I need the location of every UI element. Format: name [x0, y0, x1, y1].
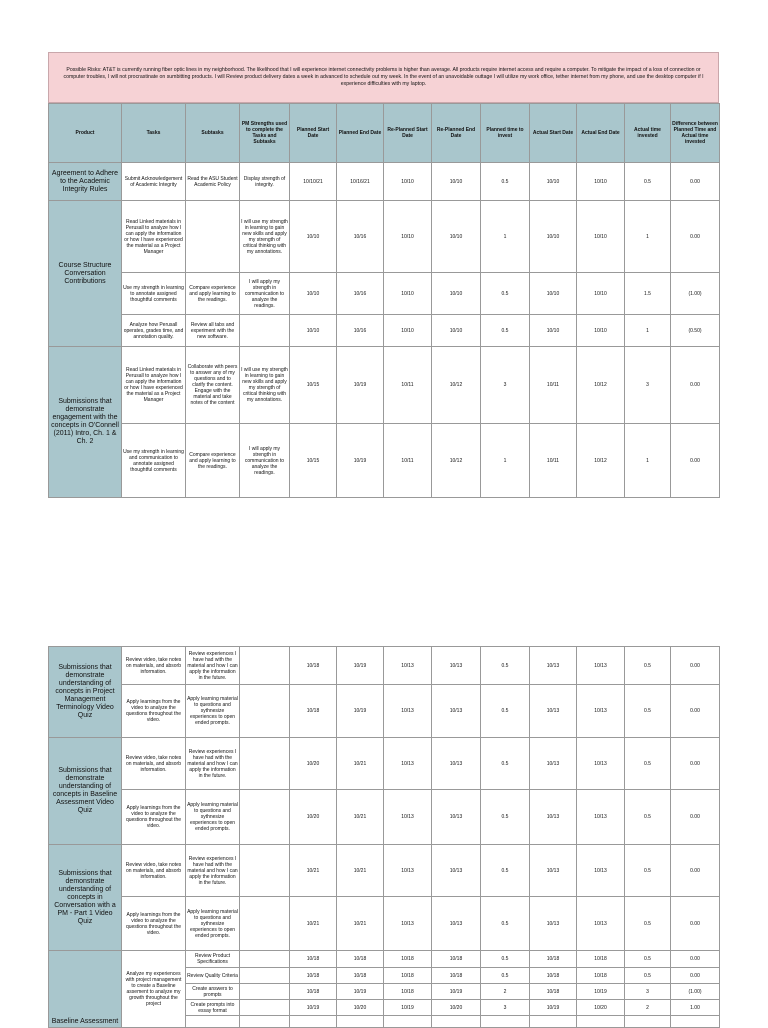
cell: 10/18 [384, 968, 432, 984]
cell: 10/13 [530, 790, 577, 845]
cell: Collaborate with peers to answer any of my questions and to clarify the content. Engage with the material and take notes of the content [186, 347, 240, 424]
cell: I will apply my strength in communication to analyze the readings. [240, 273, 290, 315]
cell: 0.5 [481, 647, 530, 685]
cell: 10/21 [337, 738, 384, 790]
cell: 0.5 [481, 685, 530, 738]
cell: 10/10 [530, 163, 577, 201]
cell: 0.00 [671, 201, 720, 273]
cell: Review experiences I have had with the material and how I can apply the information in the future. [186, 845, 240, 897]
cell: 10/13 [432, 790, 481, 845]
column-header: Difference between Planned Time and Actual time invested [671, 104, 720, 163]
cell: 0.5 [481, 897, 530, 951]
cell: 10/10 [384, 201, 432, 273]
column-header: Product [49, 104, 122, 163]
cell: (1.00) [671, 273, 720, 315]
cell: Analyze my experiences with project management to create a Baseline assement to analyze my growth throughout the project [122, 951, 186, 1028]
product-cell: Agreement to Adhere to the Academic Integrity Rules [49, 163, 122, 201]
cell: 10/16 [337, 273, 384, 315]
cell [240, 951, 290, 968]
cell: 10/13 [384, 738, 432, 790]
cell: Review Quality Criteria [186, 968, 240, 984]
column-header: Actual time invested [625, 104, 671, 163]
cell: 10/18 [432, 968, 481, 984]
cell: 10/12 [577, 347, 625, 424]
table-row [49, 163, 720, 201]
cell [240, 647, 290, 685]
cell: 0.5 [625, 647, 671, 685]
product-cell: Submissions that demonstrate understanding of concepts in Conversation with a PM - Part 1 Video Quiz [49, 845, 122, 951]
cell: 10/10 [432, 273, 481, 315]
cell: 0.00 [671, 738, 720, 790]
column-header: Re-Planned Start Date [384, 104, 432, 163]
table-row [49, 647, 720, 685]
column-header: Planned End Date [337, 104, 384, 163]
cell: 10/13 [384, 897, 432, 951]
cell: I will apply my strength in communication to analyze the readings. [240, 424, 290, 498]
column-header: Tasks [122, 104, 186, 163]
cell [481, 1016, 530, 1028]
column-header: Subtasks [186, 104, 240, 163]
cell: 10/13 [530, 897, 577, 951]
cell: 10/13 [577, 790, 625, 845]
cell: 1 [625, 424, 671, 498]
cell: 10/13 [577, 845, 625, 897]
cell: 10/13 [530, 845, 577, 897]
cell: Apply learnings from the video to analyze the questions throughout the video. [122, 685, 186, 738]
cell: 10/19 [577, 984, 625, 1000]
cell: 0.5 [625, 685, 671, 738]
cell: 0.00 [671, 790, 720, 845]
cell [290, 1016, 337, 1028]
cell: 10/19 [337, 347, 384, 424]
cell: 10/18 [290, 647, 337, 685]
cell: Read Linked materials in Perusall to analyze how I can apply the information or how I have experienced the material as a Project Manager [122, 201, 186, 273]
cell: 10/16/21 [337, 163, 384, 201]
cell: Apply learning material to questions and sythnesize experiences to open ended prompts. [186, 897, 240, 951]
cell [530, 1016, 577, 1028]
cell: Apply learnings from the video to analyze the questions throughout the video. [122, 790, 186, 845]
cell: 10/13 [432, 685, 481, 738]
cell: 10/10 [577, 273, 625, 315]
cell: 10/10 [290, 315, 337, 347]
cell: 10/15 [290, 424, 337, 498]
cell: Use my strength in learning to annotate assigned thoughtful comments [122, 273, 186, 315]
cell: 10/18 [577, 951, 625, 968]
cell: Review video, take notes on materials, and absorb information. [122, 845, 186, 897]
cell [240, 984, 290, 1000]
cell: 0.5 [481, 163, 530, 201]
cell: 10/18 [530, 968, 577, 984]
cell: 0.5 [625, 897, 671, 951]
cell [577, 1016, 625, 1028]
cell: 3 [481, 1000, 530, 1016]
cell: 10/13 [432, 845, 481, 897]
cell [240, 738, 290, 790]
cell: 0.5 [625, 738, 671, 790]
cell: 0.5 [481, 738, 530, 790]
cell: 10/19 [337, 424, 384, 498]
table-row [49, 790, 720, 845]
cell: Submit Acknowledgement of Academic Integrity [122, 163, 186, 201]
cell: Read Linked materials in Perusall to analyze how I can apply the information or how I have experienced the material as a Project Manager [122, 347, 186, 424]
cell: 10/21 [337, 897, 384, 951]
cell: Compare experience and apply learning to the readings. [186, 273, 240, 315]
cell: 0.00 [671, 685, 720, 738]
cell: 1 [625, 201, 671, 273]
cell: 10/19 [337, 685, 384, 738]
cell: Review experiences I have had with the material and how I can apply the information in the future. [186, 738, 240, 790]
cell: 0.5 [481, 951, 530, 968]
cell: 2 [625, 1000, 671, 1016]
cell: 10/13 [432, 897, 481, 951]
cell: I will use my strength in learning to gain new skills and apply my strength of critical thinking with my annotations. [240, 347, 290, 424]
cell: 0.5 [481, 273, 530, 315]
cell: (1.00) [671, 984, 720, 1000]
column-header: PM Strengths used to complete the Tasks and Subtasks [240, 104, 290, 163]
cell: Display strength of integrity. [240, 163, 290, 201]
cell: 10/12 [432, 424, 481, 498]
cell: 10/18 [384, 984, 432, 1000]
column-header: Re-Planned End Date [432, 104, 481, 163]
cell: 0.00 [671, 951, 720, 968]
table-row [49, 951, 720, 968]
product-cell: Submissions that demonstrate understanding of concepts in Baseline Assessment Video Quiz [49, 738, 122, 845]
cell: 10/21 [337, 790, 384, 845]
cell [240, 685, 290, 738]
cell: 10/10 [530, 273, 577, 315]
cell: Review experiences I have had with the material and how I can apply the information in the future. [186, 647, 240, 685]
cell: Apply learning material to questions and sythnesize experiences to open ended prompts. [186, 685, 240, 738]
cell: 1 [625, 315, 671, 347]
cell [240, 968, 290, 984]
cell: 10/13 [530, 647, 577, 685]
cell: 10/19 [337, 984, 384, 1000]
cell [240, 1000, 290, 1016]
cell: 10/10 [290, 201, 337, 273]
cell: 10/18 [530, 951, 577, 968]
cell: 10/13 [384, 685, 432, 738]
cell: Analyze how Perusall operates, grades time, and annotation quality. [122, 315, 186, 347]
cell: 10/20 [577, 1000, 625, 1016]
table-row [49, 845, 720, 897]
cell: 3 [481, 347, 530, 424]
cell: Review video, take notes on materials, and absorb information. [122, 738, 186, 790]
cell [384, 1016, 432, 1028]
cell: 10/10 [432, 201, 481, 273]
cell: 10/11 [530, 424, 577, 498]
column-header: Actual End Date [577, 104, 625, 163]
cell: 10/19 [432, 984, 481, 1000]
cell: Review all tabs and experiment with the new software. [186, 315, 240, 347]
cell: 0.00 [671, 347, 720, 424]
cell [186, 201, 240, 273]
cell: 0.5 [625, 951, 671, 968]
cell: 10/10/21 [290, 163, 337, 201]
cell: 10/18 [384, 951, 432, 968]
cell: 0.00 [671, 647, 720, 685]
cell: 10/20 [337, 1000, 384, 1016]
product-cell: Baseline Assessment [49, 951, 122, 1028]
cell: Create prompts into essay format [186, 1000, 240, 1016]
cell: 10/21 [290, 845, 337, 897]
table-row [49, 201, 720, 273]
table-row [49, 897, 720, 951]
cell: 0.00 [671, 845, 720, 897]
cell: 10/19 [337, 647, 384, 685]
cell [240, 1016, 290, 1028]
cell: 10/13 [432, 647, 481, 685]
cell [240, 790, 290, 845]
possible-risks-banner: Possible Risks: AT&T is currently running fiber optic lines in my neighborhood. The likelihood that I will experience internet connectivity problems is higher than average. All products require internet access and require a computer. To mitigate the impact of a loss of connection or computer troubles, I will not procrastinate on sumbitting products. I will Review product delivery dates a week in advanced to schedule out my week. In the event of an unavoidable outtage I will utilize my work office, tether internet from my phone, and use the desktop computer if I experience difficulties with my laptop. [48, 52, 719, 103]
cell: 0.5 [625, 845, 671, 897]
cell: 10/10 [384, 273, 432, 315]
column-header: Planned Start Date [290, 104, 337, 163]
cell: 10/13 [577, 897, 625, 951]
cell [240, 315, 290, 347]
cell: 2 [481, 984, 530, 1000]
cell: 10/12 [577, 424, 625, 498]
table-row [49, 685, 720, 738]
column-header: Planned time to invest [481, 104, 530, 163]
cell: 0.5 [625, 163, 671, 201]
cell [337, 1016, 384, 1028]
cell: 0.5 [625, 968, 671, 984]
product-cell: Submissions that demonstrate engagement with the concepts in O'Connell (2011) Intro, Ch. 1 & Ch. 2 [49, 347, 122, 498]
cell: 0.5 [481, 845, 530, 897]
table-header-row [49, 104, 720, 163]
cell: 10/13 [384, 790, 432, 845]
cell: 10/10 [384, 315, 432, 347]
cell: 10/11 [530, 347, 577, 424]
cell [240, 897, 290, 951]
cell: 10/13 [577, 738, 625, 790]
cell: 10/13 [577, 647, 625, 685]
product-cell: Course Structure Conversation Contributions [49, 201, 122, 347]
cell: 1.5 [625, 273, 671, 315]
cell: I will use my strength in learning to gain new skills and apply my strength of critical thinking with my annotations. [240, 201, 290, 273]
cell: Apply learning material to questions and sythnesize experiences to open ended prompts. [186, 790, 240, 845]
cell: 10/13 [530, 738, 577, 790]
cell: 10/13 [384, 647, 432, 685]
cell: 10/21 [290, 897, 337, 951]
cell: 1 [481, 201, 530, 273]
cell: 1.00 [671, 1000, 720, 1016]
cell: Use my strength in learning and communication to annotate assigned thoughtful comments [122, 424, 186, 498]
cell: 10/18 [530, 984, 577, 1000]
product-cell: Submissions that demonstrate understanding of concepts in Project Management Terminology Video Quiz [49, 647, 122, 738]
column-header: Actual Start Date [530, 104, 577, 163]
cell: 10/10 [290, 273, 337, 315]
cell: 10/13 [577, 685, 625, 738]
cell: 10/21 [337, 845, 384, 897]
cell: 10/12 [432, 347, 481, 424]
cell: 10/18 [577, 968, 625, 984]
cell: 10/13 [530, 685, 577, 738]
cell [625, 1016, 671, 1028]
cell [186, 1016, 240, 1028]
cell: 10/18 [290, 685, 337, 738]
project-schedule-table-1 [48, 103, 720, 498]
project-schedule-table-2 [48, 646, 720, 1028]
cell: (0.50) [671, 315, 720, 347]
table-row [49, 315, 720, 347]
cell: Apply learnings from the video to analyze the questions throughout the video. [122, 897, 186, 951]
cell: 10/20 [290, 738, 337, 790]
table-row [49, 738, 720, 790]
cell: 10/18 [290, 984, 337, 1000]
cell: Read the ASU Student Academic Policy [186, 163, 240, 201]
cell: 10/18 [290, 951, 337, 968]
cell: 10/18 [337, 951, 384, 968]
cell: 10/18 [432, 951, 481, 968]
cell: 10/18 [337, 968, 384, 984]
cell: Compare experience and apply learning to the readings. [186, 424, 240, 498]
cell: 0.00 [671, 897, 720, 951]
cell: 10/10 [384, 163, 432, 201]
cell [240, 845, 290, 897]
cell: 3 [625, 347, 671, 424]
cell: Review video, take notes on materials, and absorb information. [122, 647, 186, 685]
cell: 0.00 [671, 968, 720, 984]
cell: 10/18 [290, 968, 337, 984]
table-row [49, 273, 720, 315]
cell: 10/20 [290, 790, 337, 845]
cell: 10/10 [432, 163, 481, 201]
cell: 3 [625, 984, 671, 1000]
cell: 10/19 [290, 1000, 337, 1016]
cell: 10/13 [432, 738, 481, 790]
cell: 0.5 [481, 968, 530, 984]
cell: 10/10 [530, 201, 577, 273]
cell [671, 1016, 720, 1028]
cell: 10/16 [337, 315, 384, 347]
cell: 0.5 [481, 315, 530, 347]
cell: 0.00 [671, 424, 720, 498]
cell: 10/10 [530, 315, 577, 347]
cell: 10/10 [577, 201, 625, 273]
cell: 10/10 [577, 163, 625, 201]
cell [432, 1016, 481, 1028]
cell: 10/10 [577, 315, 625, 347]
cell: 10/11 [384, 424, 432, 498]
cell: 1 [481, 424, 530, 498]
cell: 10/10 [432, 315, 481, 347]
cell: 10/16 [337, 201, 384, 273]
cell: 0.00 [671, 163, 720, 201]
table-row [49, 424, 720, 498]
cell: 10/19 [384, 1000, 432, 1016]
cell: 10/15 [290, 347, 337, 424]
cell: 10/19 [530, 1000, 577, 1016]
cell: 0.5 [625, 790, 671, 845]
cell: 0.5 [481, 790, 530, 845]
cell: 10/20 [432, 1000, 481, 1016]
cell: Create answers to prompts [186, 984, 240, 1000]
cell: 10/11 [384, 347, 432, 424]
cell: Review Product Specifications [186, 951, 240, 968]
cell: 10/13 [384, 845, 432, 897]
table-row [49, 347, 720, 424]
